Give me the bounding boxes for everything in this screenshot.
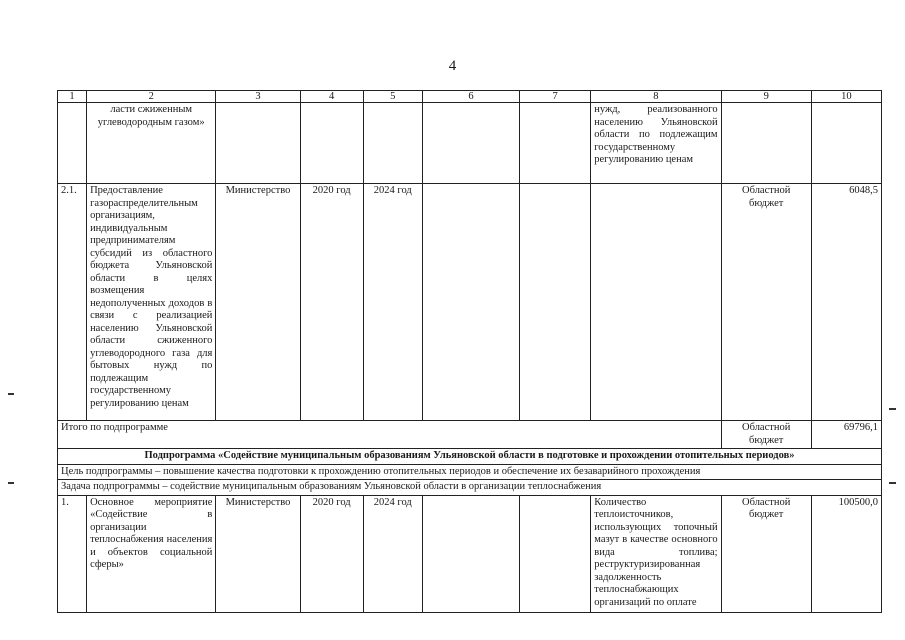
indicator: Количество теплоисточников, использующих топочный мазут в качестве основного вида топлива; реструктуризированная задолженность теплоснабжающих организаций по оплате <box>591 495 721 612</box>
header-cell: 10 <box>811 91 881 103</box>
end-year: 2024 год <box>363 495 422 612</box>
program-table <box>57 90 882 613</box>
scan-mark <box>889 408 896 410</box>
funding-amount: 100500,0 <box>811 495 881 612</box>
measure-name: Предоставление газораспределительным организациям, индивидуальным предпринимателям субсидий из областного бюджета Ульяновской области в целях возмещения недополученных доходов в связи с реализацией населению Ульяновской области сжиженного углеводородного газа для бытовых нужд по подлежащим государственному регулированию ценам <box>87 184 216 421</box>
total-label: Итого по подпрограмме <box>58 421 722 449</box>
start-year: 2020 год <box>300 495 363 612</box>
header-row <box>58 91 882 103</box>
row-number: 1. <box>58 495 87 612</box>
measure-name: Основное мероприятие «Содействие в организации теплоснабжения населения и объектов социальной сферы» <box>87 495 216 612</box>
executor: Министерство <box>216 495 300 612</box>
end-year: 2024 год <box>363 184 422 421</box>
total-row <box>58 421 882 449</box>
header-cell: 9 <box>721 91 811 103</box>
executor: Министерство <box>216 184 300 421</box>
subprogram-task: Задача подпрограммы – содействие муниципальным образованиям Ульяновской области в организации теплоснабжения <box>58 480 882 496</box>
header-cell: 1 <box>58 91 87 103</box>
subprogram-title: Подпрограмма «Содействие муниципальным образованиям Ульяновской области в подготовке и прохождении отопительных периодов» <box>58 449 882 465</box>
header-cell: 4 <box>300 91 363 103</box>
start-year: 2020 год <box>300 184 363 421</box>
header-cell: 5 <box>363 91 422 103</box>
table-row-2-1 <box>58 184 882 421</box>
total-source: Областной бюджет <box>721 421 811 449</box>
header-cell: 8 <box>591 91 721 103</box>
header-cell: 3 <box>216 91 300 103</box>
scan-mark <box>8 482 14 484</box>
scan-mark <box>889 482 896 484</box>
goal-row <box>58 464 882 480</box>
funding-source: Областной бюджет <box>721 184 811 421</box>
header-cell: 2 <box>87 91 216 103</box>
funding-amount: 6048,5 <box>811 184 881 421</box>
task-row <box>58 480 882 496</box>
header-cell: 7 <box>520 91 591 103</box>
continued-indicator: нужд, реализованного населению Ульяновской области по подлежащим государственному регулированию ценам <box>591 103 721 184</box>
funding-source: Областной бюджет <box>721 495 811 612</box>
header-cell: 6 <box>422 91 519 103</box>
page-number: 4 <box>448 58 457 74</box>
table-row-1 <box>58 495 882 612</box>
table-row-continuation <box>58 103 882 184</box>
row-number: 2.1. <box>58 184 87 421</box>
subprogram-goal: Цель подпрограммы – повышение качества подготовки к прохождению отопительных периодов и обеспечение их безаварийного прохождения <box>58 464 882 480</box>
scan-mark <box>8 393 14 395</box>
subprogram-row <box>58 449 882 465</box>
total-amount: 69796,1 <box>811 421 881 449</box>
continued-name: ласти сжиженным углеводородным газом» <box>87 103 216 184</box>
